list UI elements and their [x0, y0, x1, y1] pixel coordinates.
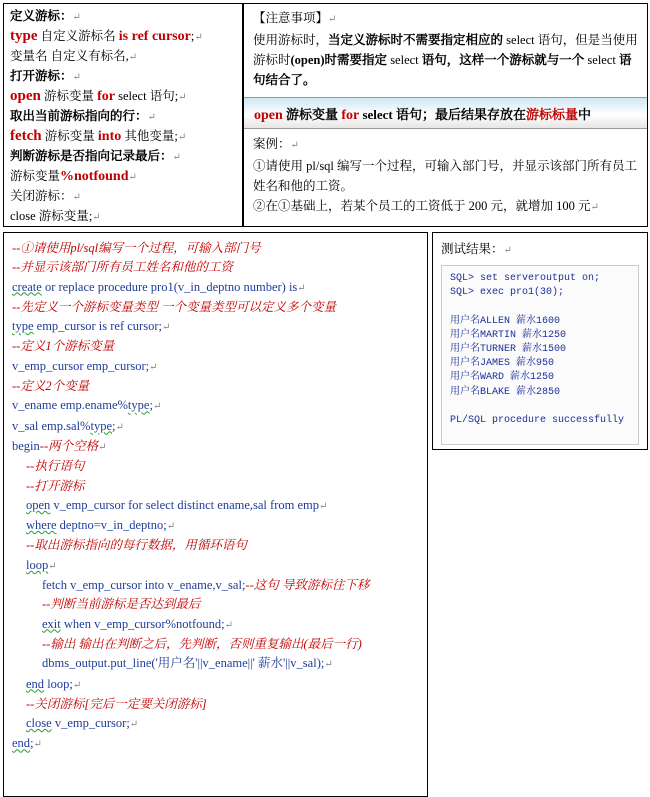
code-comment: --关闭游标[完后一定要关闭游标] — [26, 696, 207, 711]
fetch-title: 取出当前游标指向的行：↵ — [10, 109, 156, 123]
fetch-syntax-line: fetch 游标变量 into 其他变量;↵ — [10, 128, 187, 144]
code-comment: --打开游标 — [26, 478, 85, 493]
plsql-code-panel — [3, 232, 428, 797]
close-syntax-line: close 游标变量;↵ — [10, 209, 101, 223]
code-comment: --先定义一个游标变量类型 一个变量类型可以定义多个变量 — [12, 299, 336, 314]
code-line: dbms_output.put_line('用户名'||v_ename||' 薪水'||v_sal);↵ — [42, 656, 333, 671]
define-cursor-title: 定义游标：↵ — [10, 9, 81, 23]
type-syntax-line: type 自定义游标名 is ref cursor;↵ — [10, 28, 203, 44]
result-label: 测试结果：↵ — [441, 242, 512, 256]
code-comment: --执行语句 — [26, 459, 85, 474]
code-line: v_emp_cursor emp_cursor;↵ — [12, 358, 158, 373]
variable-line: 变量名 自定义有标名,↵ — [10, 49, 138, 63]
notice-panel — [243, 3, 648, 227]
code-comment: --判断当前游标是否达到最后 — [42, 597, 201, 612]
code-line: create or replace procedure pro1(v_in_deptno number) is↵ — [12, 279, 306, 294]
notice-body: 使用游标时，当定义游标时不需要指定相应的 select 语句，但是当使用游标时(open)时需要指定 select 语句，这样一个游标就与一个 select 语句结合了。 — [253, 33, 638, 87]
notice-text — [244, 4, 647, 97]
sqlplus-output: SQL> set serveroutput on; SQL> exec pro1(30); 用户名ALLEN 薪水1600 用户名MARTIN 薪水1250 用户名TURNER 薪水1500 用户名JAMES 薪水950 用户名WARD 薪水1250 用户名BLAKE 薪水2850 PL/SQL procedure successfully — [441, 265, 639, 445]
code-comment: --取出游标指向的每行数据，用循环语句 — [26, 538, 247, 553]
open-cursor-title: 打开游标：↵ — [10, 69, 81, 83]
test-result-panel — [432, 232, 648, 450]
code-line: type emp_cursor is ref cursor;↵ — [12, 319, 171, 334]
cursor-syntax-panel — [3, 3, 243, 227]
code-line: open v_emp_cursor for select distinct ename,sal from emp↵ — [26, 497, 328, 512]
open-syntax-line: open 游标变量 for select 语句;↵ — [10, 88, 187, 104]
code-line: begin--两个空格↵ — [12, 438, 107, 453]
code-comment: --①请使用pl/sql编写一个过程，可输入部门号 — [12, 241, 261, 255]
code-line: v_sal emp.sal%type;↵ — [12, 418, 124, 433]
example-label: 案例：↵ — [253, 137, 299, 151]
code-line: exit when v_emp_cursor%notfound;↵ — [42, 616, 233, 631]
code-comment: --并显示该部门所有员工姓名和他的工资 — [12, 260, 233, 275]
code-comment: --输出 输出在判断之后，先判断，否则重复输出(最后一行) — [42, 636, 362, 651]
example-item-1: ①请使用 pl/sql 编写一个过程，可输入部门号，并显示该部门所有员工姓名和他的工资。 — [253, 159, 638, 193]
code-line: fetch v_emp_cursor into v_ename,v_sal;--这句 导致游标往下移 — [42, 578, 370, 593]
close-title: 关闭游标：↵ — [10, 189, 81, 203]
code-line: close v_emp_cursor;↵ — [26, 716, 139, 731]
notice-title: 【注意事项】↵ — [253, 11, 337, 25]
notfound-line: 游标变量%notfound↵ — [10, 169, 137, 184]
example-section — [244, 134, 647, 218]
code-line: loop↵ — [26, 557, 57, 572]
code-line: v_ename emp.ename%type;↵ — [12, 398, 162, 413]
code-line: where deptno=v_in_deptno;↵ — [26, 518, 176, 533]
code-comment: --定义2个变量 — [12, 379, 90, 394]
example-item-2: ②在①基础上，若某个员工的工资低于 200 元，就增加 100 元↵ — [253, 199, 599, 213]
code-comment: --定义1个游标变量 — [12, 339, 115, 354]
code-line: end;↵ — [12, 736, 42, 751]
judge-title: 判断游标是否指向记录最后：↵ — [10, 149, 181, 163]
code-line: end loop;↵ — [26, 676, 82, 691]
open-usage-banner: open 游标变量 for select 语句；最后结果存放在游标标量中 — [244, 97, 647, 129]
